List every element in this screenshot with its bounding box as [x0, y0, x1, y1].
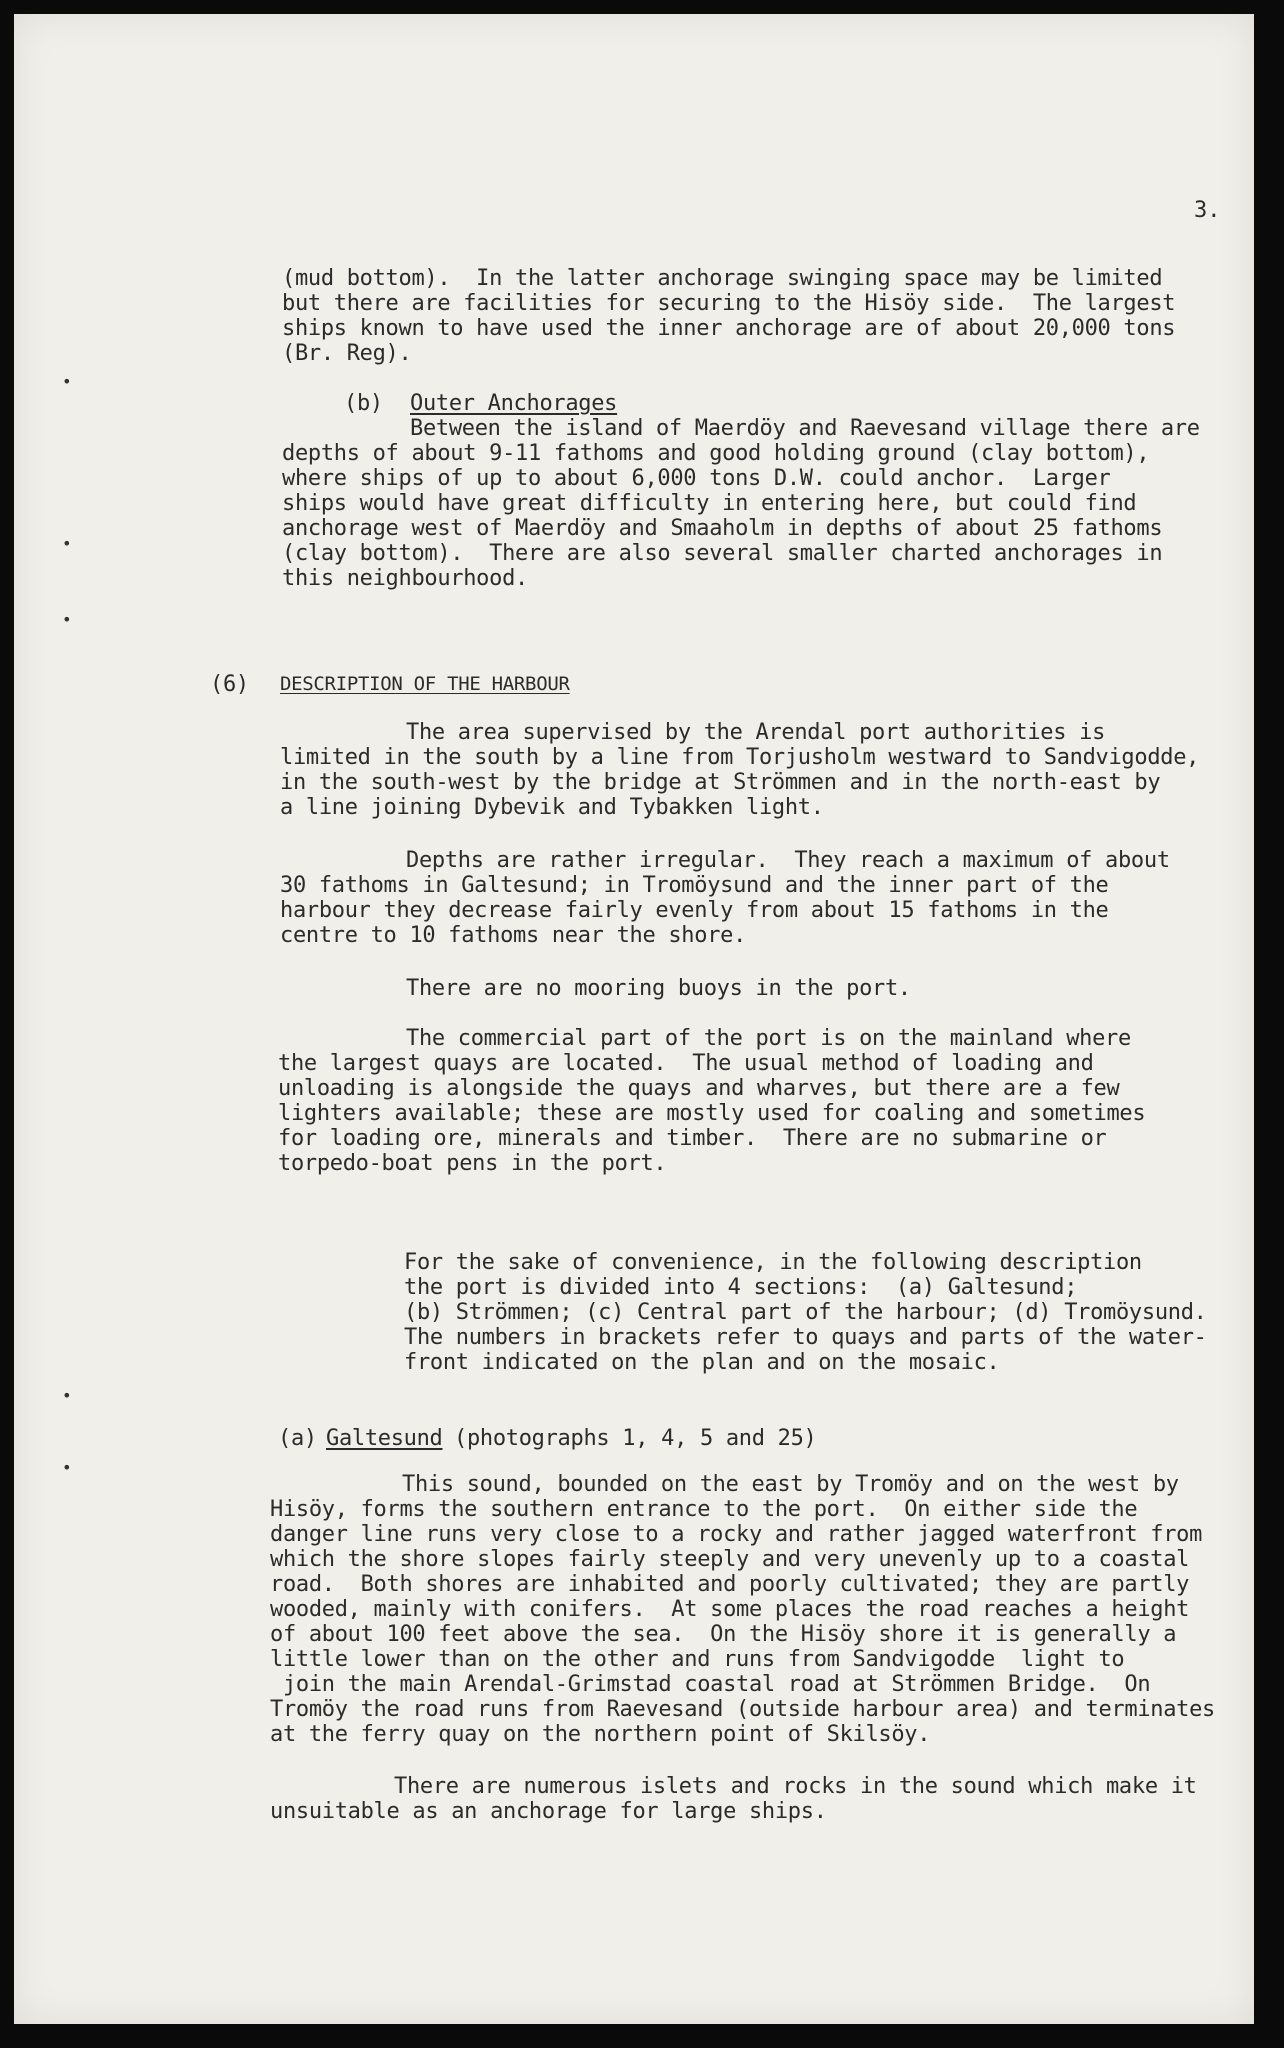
subsection-label: (b) — [344, 391, 383, 416]
text-line: join the main Arendal-Grimstad coastal road at Strömmen Bridge. On — [270, 1672, 1151, 1697]
text-line: centre to 10 fathoms near the shore. — [280, 923, 747, 948]
margin-mark: • — [62, 610, 72, 629]
text-line: at the ferry quay on the northern point of Skilsöy. — [270, 1722, 931, 1747]
page-number: 3. — [1194, 198, 1221, 223]
text-line: little lower than on the other and runs from Sandvigodde light to — [270, 1647, 1125, 1672]
text-line: unloading is alongside the quays and wharves, but there are a few — [278, 1076, 1120, 1101]
text-line: wooded, mainly with conifers. At some places the road reaches a height — [270, 1597, 1190, 1622]
text-line: There are no mooring buoys in the port. — [406, 976, 911, 1001]
text-line: Depths are rather irregular. They reach a maximum of about — [406, 848, 1170, 873]
text-line: harbour they decrease fairly evenly from about 15 fathoms in the — [280, 898, 1109, 923]
text-line: The numbers in brackets refer to quays and parts of the water- — [404, 1325, 1207, 1350]
text-line: limited in the south by a line from Torjusholm westward to Sandvigodde, — [280, 745, 1200, 770]
text-line: torpedo-boat pens in the port. — [278, 1151, 667, 1176]
text-line: of about 100 feet above the sea. On the Hisöy shore it is generally a — [270, 1622, 1177, 1647]
text-line: ships known to have used the inner anchorage are of about 20,000 tons — [282, 316, 1176, 341]
margin-mark: • — [62, 1458, 72, 1477]
margin-mark: • — [62, 1386, 72, 1405]
margin-mark: • — [62, 372, 72, 391]
text-line: road. Both shores are inhabited and poorly cultivated; they are partly — [270, 1572, 1190, 1597]
text-line: lighters available; these are mostly used for coaling and sometimes — [278, 1101, 1146, 1126]
section-title: DESCRIPTION OF THE HARBOUR — [280, 673, 570, 695]
text-line: front indicated on the plan and on the mosaic. — [404, 1350, 1000, 1375]
text-line: There are numerous islets and rocks in the sound which make it — [394, 1774, 1197, 1799]
text-line: the largest quays are located. The usual method of loading and — [278, 1051, 1094, 1076]
subsection-subtitle: (photographs 1, 4, 5 and 25) — [454, 1426, 817, 1451]
text-line: which the shore slopes fairly steeply and very unevenly up to a coastal — [270, 1547, 1190, 1572]
text-line: This sound, bounded on the east by Tromöy and on the west by — [402, 1472, 1179, 1497]
text-line: anchorage west of Maerdöy and Smaaholm in depths of about 25 fathoms — [282, 516, 1163, 541]
text-line: (b) Strömmen; (c) Central part of the harbour; (d) Tromöysund. — [404, 1300, 1207, 1325]
text-line: (clay bottom). There are also several smaller charted anchorages in — [282, 541, 1163, 566]
subsection-title: Outer Anchorages — [410, 391, 618, 416]
text-line: where ships of up to about 6,000 tons D.W. could anchor. Larger — [282, 466, 1111, 491]
text-line: (Br. Reg). — [282, 341, 412, 366]
section-label: (6) — [210, 672, 249, 697]
text-line: but there are facilities for securing to the Hisöy side. The largest — [282, 291, 1176, 316]
text-line: 30 fathoms in Galtesund; in Tromöysund and the inner part of the — [280, 873, 1109, 898]
text-line: ships would have great difficulty in entering here, but could find — [282, 491, 1137, 516]
subsection-title: Galtesund — [326, 1426, 443, 1451]
text-line: unsuitable as an anchorage for large ships. — [270, 1799, 827, 1824]
text-line: Hisöy, forms the southern entrance to the port. On either side the — [270, 1497, 1138, 1522]
margin-mark: • — [62, 534, 72, 553]
text-line: For the sake of convenience, in the following description — [404, 1250, 1142, 1275]
subsection-label: (a) — [278, 1426, 317, 1451]
text-line: depths of about 9-11 fathoms and good holding ground (clay bottom), — [282, 441, 1150, 466]
text-line: the port is divided into 4 sections: (a) Galtesund; — [404, 1275, 1078, 1300]
text-line: in the south-west by the bridge at Strömmen and in the north-east by — [280, 770, 1161, 795]
text-line: Tromöy the road runs from Raevesand (outside harbour area) and terminates — [270, 1697, 1215, 1722]
text-line: a line joining Dybevik and Tybakken light. — [280, 795, 824, 820]
text-line: for loading ore, minerals and timber. There are no submarine or — [278, 1126, 1107, 1151]
text-line: The commercial part of the port is on the mainland where — [406, 1026, 1131, 1051]
text-line: danger line runs very close to a rocky and rather jagged waterfront from — [270, 1522, 1203, 1547]
text-line: this neighbourhood. — [282, 566, 528, 591]
text-line: Between the island of Maerdöy and Raevesand village there are — [410, 416, 1200, 441]
text-line: The area supervised by the Arendal port authorities is — [406, 720, 1106, 745]
document-page — [14, 14, 1254, 2024]
text-line: (mud bottom). In the latter anchorage swinging space may be limited — [282, 266, 1163, 291]
